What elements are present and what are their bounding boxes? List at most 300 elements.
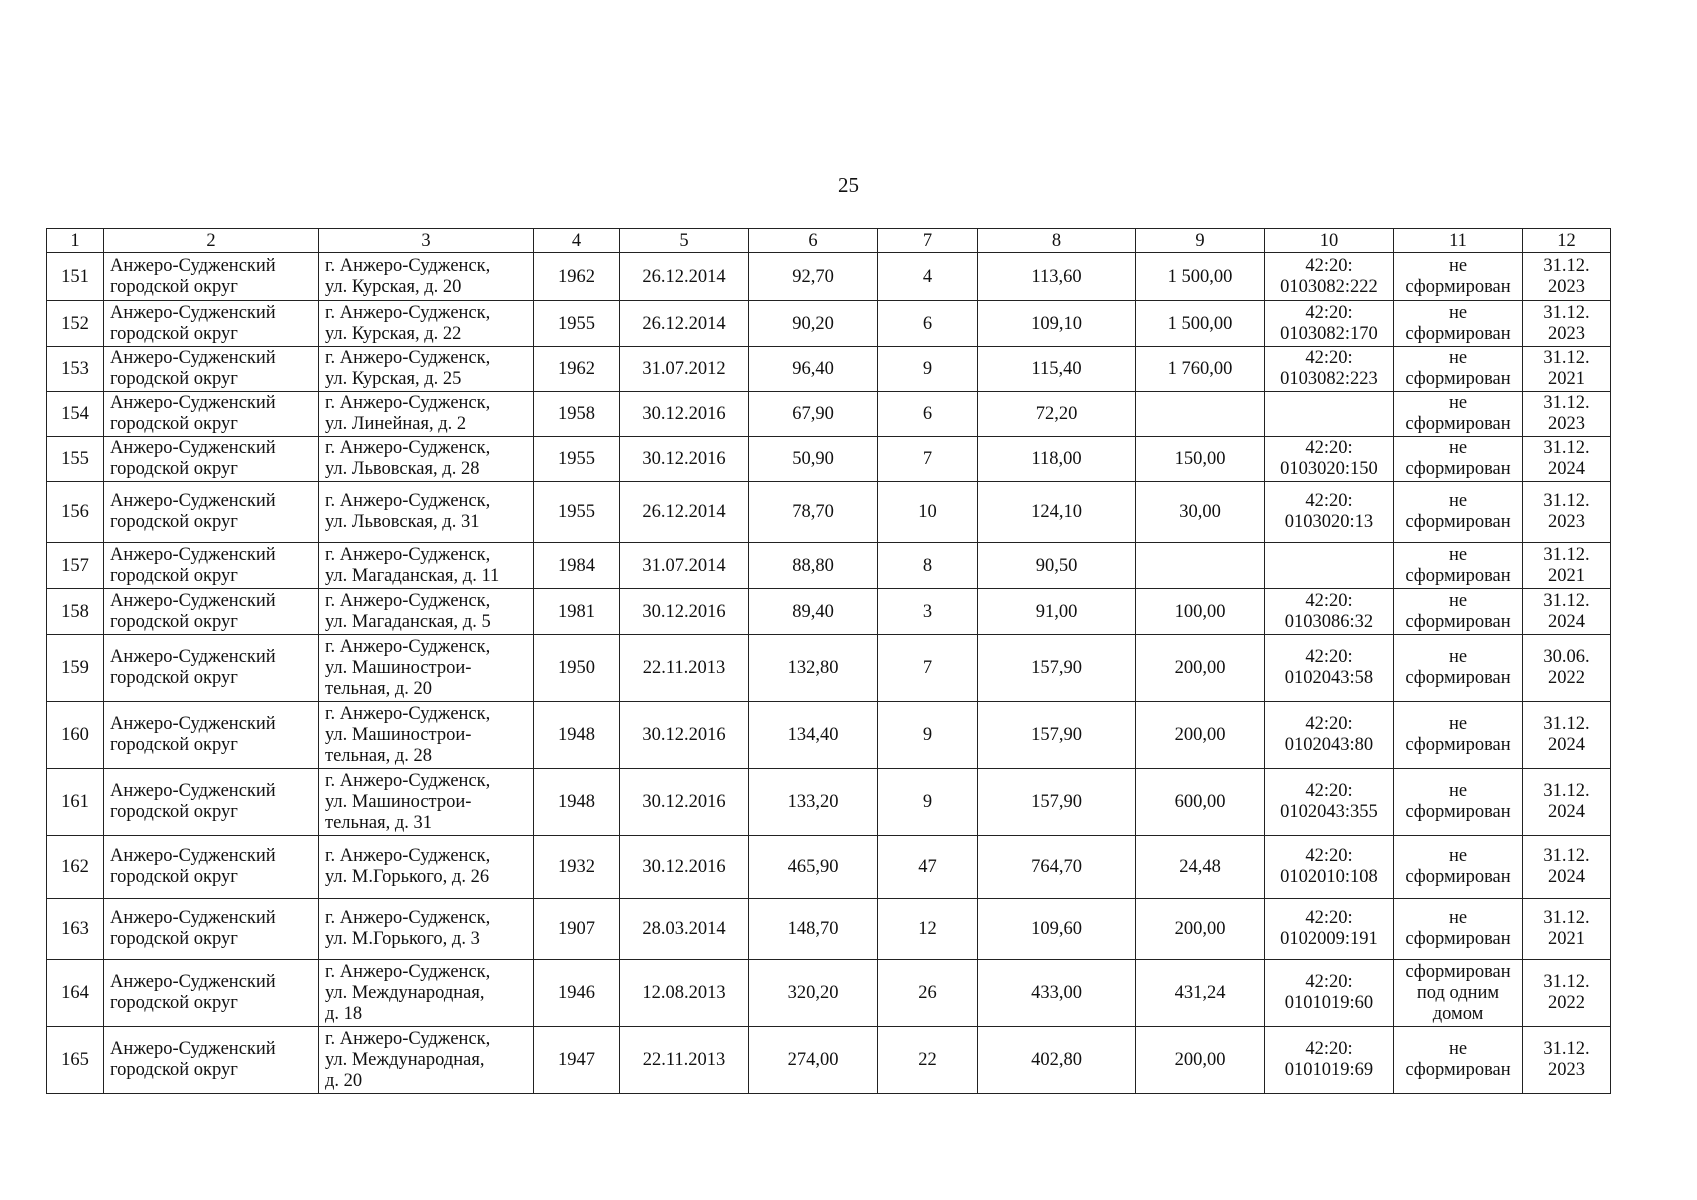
deadline-cell-line: 2024 [1548,735,1585,755]
area-cell: 274,00 [749,1027,878,1094]
land-area-cell: 30,00 [1136,482,1265,543]
cadastral-number-cell-line: 0101019:60 [1284,993,1374,1013]
deadline-cell-line: 2022 [1548,993,1585,1013]
cadastral-number-cell [1265,437,1394,482]
cadastral-number-cell-line: 42:20: [1305,647,1353,667]
municipality-cell [104,702,319,769]
row-number-cell: 164 [47,960,104,1027]
deadline-cell-line: 31.12. [1543,302,1590,323]
municipality-cell [104,1027,319,1094]
cadastral-number-cell [1265,1027,1394,1094]
header-cell: 2 [104,229,319,253]
total-area-cell: 433,00 [978,960,1136,1027]
total-area-cell: 764,70 [978,836,1136,899]
deadline-cell [1523,769,1611,836]
municipality-cell [104,392,319,437]
table-row [47,960,1611,1027]
deadline-cell [1523,253,1611,301]
date-cell: 30.12.2016 [620,437,749,482]
cadastral-number-cell-line: 42:20: [1305,491,1353,511]
cadastral-number-cell-line: 0103082:223 [1280,369,1378,389]
total-area-cell: 90,50 [978,543,1136,589]
land-status-cell [1394,543,1523,589]
cadastral-number-cell-line: 42:20: [1305,1039,1353,1059]
deadline-cell-line: 31.12. [1543,438,1590,458]
address-cell-line: г. Анжеро-Судженск, [325,255,491,276]
deadline-cell-line: 2023 [1548,276,1585,297]
deadline-cell [1523,437,1611,482]
column-number-header-row [47,229,1611,253]
table-row [47,702,1611,769]
address-cell-line: ул. Курская, д. 20 [325,276,462,297]
cadastral-number-cell-line: 0103020:150 [1280,459,1378,479]
row-number-cell: 155 [47,437,104,482]
deadline-cell-line: 2024 [1548,459,1585,479]
count-cell: 9 [878,769,978,836]
municipality-cell-line: Анжеро-Судженский [110,393,276,413]
address-cell [319,392,534,437]
municipality-cell [104,589,319,635]
land-area-cell: 1 760,00 [1136,347,1265,392]
address-cell [319,253,534,301]
cadastral-number-cell-line: 0102009:191 [1280,929,1378,949]
cadastral-number-cell-line: 42:20: [1305,908,1353,928]
land-status-cell-line: сформирован [1405,369,1511,389]
page-number: 25 [838,173,859,197]
count-cell: 7 [878,437,978,482]
municipality-cell-line: городской округ [110,323,238,344]
year-cell: 1932 [534,836,620,899]
table-row [47,253,1611,301]
address-cell-line: д. 20 [325,1070,363,1091]
area-cell: 67,90 [749,392,878,437]
year-cell: 1948 [534,769,620,836]
count-cell: 3 [878,589,978,635]
land-status-cell-line: не [1448,590,1468,611]
date-cell: 30.12.2016 [620,769,749,836]
deadline-cell-line: 2024 [1548,611,1585,632]
table-row [47,899,1611,960]
date-cell: 22.11.2013 [620,1027,749,1094]
deadline-cell-line: 2021 [1548,929,1585,949]
deadline-cell-line: 31.12. [1543,255,1590,276]
land-area-cell: 100,00 [1136,589,1265,635]
land-status-cell-line: не [1448,255,1468,276]
land-status-cell-line: сформирован [1405,668,1511,688]
deadline-cell-line: 2022 [1548,668,1585,688]
address-cell-line: г. Анжеро-Судженск, [325,703,491,724]
deadline-cell [1523,301,1611,347]
municipality-cell-line: городской округ [110,993,238,1013]
year-cell: 1948 [534,702,620,769]
cadastral-number-cell-line: 0102010:108 [1280,867,1378,887]
municipality-cell-line: Анжеро-Судженский [110,972,276,992]
date-cell: 26.12.2014 [620,253,749,301]
date-cell: 28.03.2014 [620,899,749,960]
table-row [47,635,1611,702]
land-status-cell-line: не [1448,393,1468,413]
municipality-cell [104,769,319,836]
date-cell: 30.12.2016 [620,836,749,899]
municipality-cell-line: городской округ [110,867,238,887]
cadastral-number-cell [1265,899,1394,960]
land-area-cell: 200,00 [1136,899,1265,960]
address-cell [319,1027,534,1094]
date-cell: 12.08.2013 [620,960,749,1027]
header-cell: 11 [1394,229,1523,253]
municipality-cell-line: городской округ [110,276,238,297]
address-cell-line: г. Анжеро-Судженск, [325,302,491,323]
cadastral-number-cell-line: 42:20: [1305,348,1353,368]
total-area-cell: 109,60 [978,899,1136,960]
row-number-cell: 152 [47,301,104,347]
land-status-cell [1394,253,1523,301]
address-cell [319,769,534,836]
address-cell-line: г. Анжеро-Судженск, [325,908,491,928]
row-number-cell: 165 [47,1027,104,1094]
date-cell: 30.12.2016 [620,702,749,769]
deadline-cell [1523,482,1611,543]
land-status-cell-line: сформирован [1405,802,1511,822]
deadline-cell-line: 2023 [1548,414,1585,434]
land-status-cell [1394,635,1523,702]
deadline-cell-line: 2023 [1548,1060,1585,1080]
count-cell: 9 [878,702,978,769]
area-cell: 92,70 [749,253,878,301]
total-area-cell: 72,20 [978,392,1136,437]
land-status-cell-line: сформирован [1405,961,1511,982]
municipality-cell-line: Анжеро-Судженский [110,1039,276,1059]
address-cell-line: тельная, д. 20 [325,678,432,699]
land-status-cell [1394,836,1523,899]
land-status-cell [1394,392,1523,437]
area-cell: 96,40 [749,347,878,392]
municipality-cell [104,437,319,482]
cadastral-number-cell [1265,301,1394,347]
address-cell-line: д. 18 [325,1003,363,1024]
land-area-cell: 200,00 [1136,635,1265,702]
cadastral-number-cell-line: 42:20: [1305,590,1353,611]
year-cell: 1981 [534,589,620,635]
land-area-cell: 150,00 [1136,437,1265,482]
municipality-cell-line: городской округ [110,414,238,434]
municipality-cell-line: Анжеро-Судженский [110,348,276,368]
address-cell-line: ул. М.Горького, д. 3 [325,929,480,949]
land-status-cell-line: сформирован [1405,323,1511,344]
header-cell: 10 [1265,229,1394,253]
cadastral-number-cell [1265,253,1394,301]
municipality-cell-line: Анжеро-Судженский [110,255,276,276]
land-area-cell: 200,00 [1136,1027,1265,1094]
cadastral-number-cell-line: 0102043:80 [1284,735,1374,755]
municipality-cell [104,482,319,543]
address-cell [319,543,534,589]
table-row [47,769,1611,836]
land-status-cell [1394,702,1523,769]
land-area-cell [1136,543,1265,589]
land-status-cell-line: сформирован [1405,1060,1511,1080]
municipality-cell-line: городской округ [110,611,238,632]
land-status-cell [1394,899,1523,960]
deadline-cell-line: 2021 [1548,369,1585,389]
land-status-cell-line: не [1448,544,1468,565]
address-cell [319,702,534,769]
deadline-cell [1523,960,1611,1027]
municipality-cell-line: Анжеро-Судженский [110,908,276,928]
header-cell: 3 [319,229,534,253]
header-cell: 6 [749,229,878,253]
count-cell: 9 [878,347,978,392]
count-cell: 8 [878,543,978,589]
table-row [47,543,1611,589]
address-cell-line: г. Анжеро-Судженск, [325,846,491,866]
cadastral-number-cell-line: 42:20: [1305,255,1353,276]
total-area-cell: 157,90 [978,769,1136,836]
cadastral-number-cell-line: 42:20: [1305,781,1353,801]
address-cell-line: ул. Львовская, д. 28 [325,459,480,479]
count-cell: 4 [878,253,978,301]
total-area-cell: 402,80 [978,1027,1136,1094]
land-status-cell-line: не [1448,714,1468,734]
total-area-cell: 124,10 [978,482,1136,543]
year-cell: 1946 [534,960,620,1027]
address-cell-line: ул. Львовская, д. 31 [325,512,480,532]
row-number-cell: 154 [47,392,104,437]
total-area-cell: 91,00 [978,589,1136,635]
municipality-cell [104,960,319,1027]
date-cell: 30.12.2016 [620,392,749,437]
total-area-cell: 157,90 [978,635,1136,702]
deadline-cell-line: 2021 [1548,565,1585,586]
municipality-cell-line: Анжеро-Судженский [110,590,276,611]
row-number-cell: 151 [47,253,104,301]
deadline-cell-line: 2024 [1548,802,1585,822]
address-cell-line: г. Анжеро-Судженск, [325,590,491,611]
address-cell [319,589,534,635]
table-row [47,347,1611,392]
land-status-cell-line: не [1448,781,1468,801]
municipality-cell [104,635,319,702]
address-cell [319,301,534,347]
cadastral-number-cell [1265,769,1394,836]
cadastral-number-cell-line: 42:20: [1305,302,1353,323]
land-status-cell [1394,769,1523,836]
land-area-cell: 431,24 [1136,960,1265,1027]
municipality-cell [104,543,319,589]
address-cell-line: ул. Магаданская, д. 5 [325,611,491,632]
municipality-cell [104,347,319,392]
municipality-cell-line: городской округ [110,929,238,949]
address-cell-line: г. Анжеро-Судженск, [325,961,491,982]
count-cell: 7 [878,635,978,702]
cadastral-number-cell-line: 0103020:13 [1284,512,1374,532]
header-cell: 8 [978,229,1136,253]
count-cell: 22 [878,1027,978,1094]
date-cell: 31.07.2014 [620,543,749,589]
municipality-cell-line: городской округ [110,1060,238,1080]
land-status-cell-line: не [1448,1039,1468,1059]
cadastral-number-cell-line: 42:20: [1305,972,1353,992]
table-row [47,589,1611,635]
deadline-cell-line: 2023 [1548,512,1585,532]
land-area-cell: 1 500,00 [1136,301,1265,347]
header-cell: 7 [878,229,978,253]
deadline-cell [1523,543,1611,589]
municipality-cell-line: Анжеро-Судженский [110,302,276,323]
deadline-cell [1523,702,1611,769]
count-cell: 6 [878,392,978,437]
address-cell-line: г. Анжеро-Судженск, [325,491,491,511]
address-cell-line: тельная, д. 31 [325,812,432,833]
table-row [47,392,1611,437]
table-row [47,836,1611,899]
cadastral-number-cell [1265,347,1394,392]
land-area-cell: 24,48 [1136,836,1265,899]
year-cell: 1955 [534,482,620,543]
deadline-cell-line: 31.12. [1543,348,1590,368]
year-cell: 1962 [534,347,620,392]
count-cell: 6 [878,301,978,347]
deadline-cell-line: 31.12. [1543,714,1590,734]
municipality-cell-line: городской округ [110,369,238,389]
address-cell-line: ул. Линейная, д. 2 [325,414,467,434]
address-cell [319,836,534,899]
row-number-cell: 157 [47,543,104,589]
area-cell: 132,80 [749,635,878,702]
address-cell-line: г. Анжеро-Судженск, [325,636,491,657]
deadline-cell-line: 31.12. [1543,590,1590,611]
cadastral-number-cell-line: 0103082:222 [1280,276,1378,297]
deadline-cell-line: 31.12. [1543,972,1590,992]
land-status-cell-line: не [1448,846,1468,866]
deadline-cell-line: 31.12. [1543,846,1590,866]
address-cell-line: г. Анжеро-Судженск, [325,348,491,368]
address-cell-line: г. Анжеро-Судженск, [325,393,491,413]
municipality-cell-line: городской округ [110,459,238,479]
count-cell: 12 [878,899,978,960]
address-cell-line: г. Анжеро-Судженск, [325,770,491,791]
deadline-cell-line: 31.12. [1543,908,1590,928]
land-status-cell-line: не [1448,908,1468,928]
cadastral-number-cell-line: 0102043:58 [1284,668,1374,688]
table-row [47,1027,1611,1094]
year-cell: 1984 [534,543,620,589]
land-status-cell-line: сформирован [1405,565,1511,586]
address-cell [319,899,534,960]
area-cell: 465,90 [749,836,878,899]
municipality-cell-line: Анжеро-Судженский [110,714,276,734]
land-status-cell [1394,482,1523,543]
municipality-cell-line: Анжеро-Судженский [110,491,276,511]
table-row [47,482,1611,543]
municipality-cell-line: Анжеро-Судженский [110,647,276,667]
land-status-cell [1394,589,1523,635]
deadline-cell-line: 2023 [1548,323,1585,344]
municipality-cell [104,253,319,301]
address-cell-line: г. Анжеро-Судженск, [325,544,491,565]
address-cell-line: г. Анжеро-Судженск, [325,1028,491,1049]
land-status-cell-line: не [1448,438,1468,458]
land-status-cell-line: сформирован [1405,867,1511,887]
table-body [47,253,1611,1094]
area-cell: 133,20 [749,769,878,836]
cadastral-number-cell [1265,392,1394,437]
address-cell [319,437,534,482]
total-area-cell: 157,90 [978,702,1136,769]
cadastral-number-cell-line: 0103086:32 [1284,611,1374,632]
address-cell-line: ул. Международная, [325,982,485,1003]
land-area-cell: 200,00 [1136,702,1265,769]
deadline-cell-line: 31.12. [1543,544,1590,565]
row-number-cell: 159 [47,635,104,702]
area-cell: 320,20 [749,960,878,1027]
deadline-cell [1523,836,1611,899]
date-cell: 22.11.2013 [620,635,749,702]
total-area-cell: 115,40 [978,347,1136,392]
land-status-cell [1394,437,1523,482]
row-number-cell: 160 [47,702,104,769]
deadline-cell-line: 31.12. [1543,393,1590,413]
municipality-cell [104,301,319,347]
cadastral-number-cell [1265,635,1394,702]
deadline-cell [1523,899,1611,960]
land-status-cell-line: не [1448,348,1468,368]
deadline-cell [1523,589,1611,635]
header-cell: 5 [620,229,749,253]
municipality-cell-line: городской округ [110,668,238,688]
cadastral-number-cell [1265,702,1394,769]
cadastral-number-cell-line: 0101019:69 [1284,1060,1374,1080]
area-cell: 89,40 [749,589,878,635]
header-cell: 12 [1523,229,1611,253]
land-status-cell-line: сформирован [1405,735,1511,755]
cadastral-number-cell [1265,589,1394,635]
cadastral-number-cell-line: 0102043:355 [1280,802,1378,822]
land-area-cell: 1 500,00 [1136,253,1265,301]
land-status-cell-line: сформирован [1405,276,1511,297]
row-number-cell: 153 [47,347,104,392]
total-area-cell: 113,60 [978,253,1136,301]
land-status-cell-line: сформирован [1405,929,1511,949]
land-status-cell-line: под одним [1416,982,1500,1003]
year-cell: 1907 [534,899,620,960]
municipality-cell-line: Анжеро-Судженский [110,544,276,565]
address-cell-line: г. Анжеро-Судженск, [325,438,491,458]
deadline-cell [1523,635,1611,702]
year-cell: 1955 [534,437,620,482]
year-cell: 1947 [534,1027,620,1094]
land-status-cell-line: домом [1432,1003,1484,1024]
date-cell: 26.12.2014 [620,482,749,543]
municipality-cell-line: Анжеро-Судженский [110,846,276,866]
deadline-cell-line: 31.12. [1543,1039,1590,1059]
address-cell-line: ул. Курская, д. 25 [325,369,462,389]
area-cell: 88,80 [749,543,878,589]
address-cell-line: ул. Машинострои- [325,724,472,745]
count-cell: 10 [878,482,978,543]
year-cell: 1958 [534,392,620,437]
municipality-cell-line: Анжеро-Судженский [110,781,276,801]
area-cell: 90,20 [749,301,878,347]
housing-registry-table [46,228,1611,1094]
table-row [47,301,1611,347]
row-number-cell: 156 [47,482,104,543]
land-status-cell-line: не [1448,302,1468,323]
municipality-cell-line: городской округ [110,565,238,586]
address-cell-line: ул. Машинострои- [325,791,472,812]
table-row [47,437,1611,482]
date-cell: 31.07.2012 [620,347,749,392]
